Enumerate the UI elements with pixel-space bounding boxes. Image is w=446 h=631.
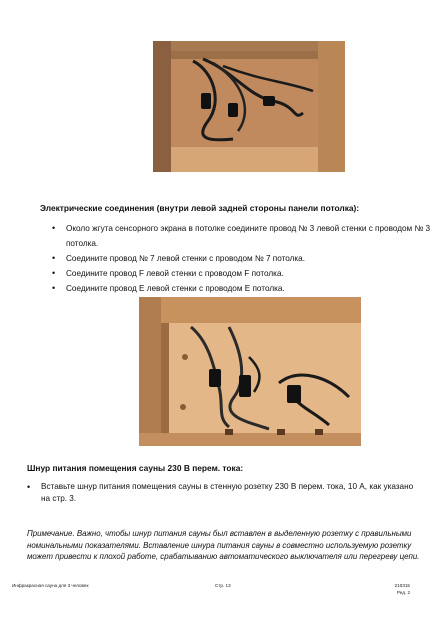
footer-code: 210315 bbox=[394, 583, 410, 588]
list-item: • Соедините провод № 7 левой стенки с проводом № 7 потолка. bbox=[52, 251, 437, 266]
footer-title: Инфракрасная сауна для 3 человек bbox=[12, 583, 89, 588]
wire-connection-photo-bottom bbox=[139, 297, 361, 446]
power-cord-list bbox=[27, 481, 422, 505]
list-item: • Соедините провод F левой стенки с проводом F потолка. bbox=[52, 266, 437, 281]
wire-connection-photo-top bbox=[153, 41, 345, 172]
note-text: Примечание. Важно, чтобы шнур питания сауны был вставлен в выделенную розетку с правильными номинальными показателями. Вставление шнура питания сауны в совместно используемую розетку может привести к плохой работе, срабатыванию автоматического выключателя или перегреву цепи. bbox=[27, 529, 420, 561]
section-heading-power-cord: Шнур питания помещения сауны 230 В перем. тока: bbox=[27, 463, 244, 473]
list-item: • Соедините провод E левой стенки с проводом E потолка. bbox=[52, 281, 437, 296]
list-item: • Около жгута сенсорного экрана в потолке соедините провод № 3 левой стенки с проводом № 3 потолка. bbox=[52, 221, 437, 251]
section-heading-connections: Электрические соединения (внутри левой задней стороны панели потолка): bbox=[40, 203, 360, 213]
connections-list bbox=[52, 221, 437, 296]
footer-revision: Ред. 2 bbox=[396, 590, 410, 595]
list-item: • Вставьте шнур питания помещения сауны в стенную розетку 230 В перем. тока, 10 А, как указано на стр. 3. bbox=[27, 481, 422, 505]
footer-page-number: Стр. 13 bbox=[215, 583, 231, 588]
